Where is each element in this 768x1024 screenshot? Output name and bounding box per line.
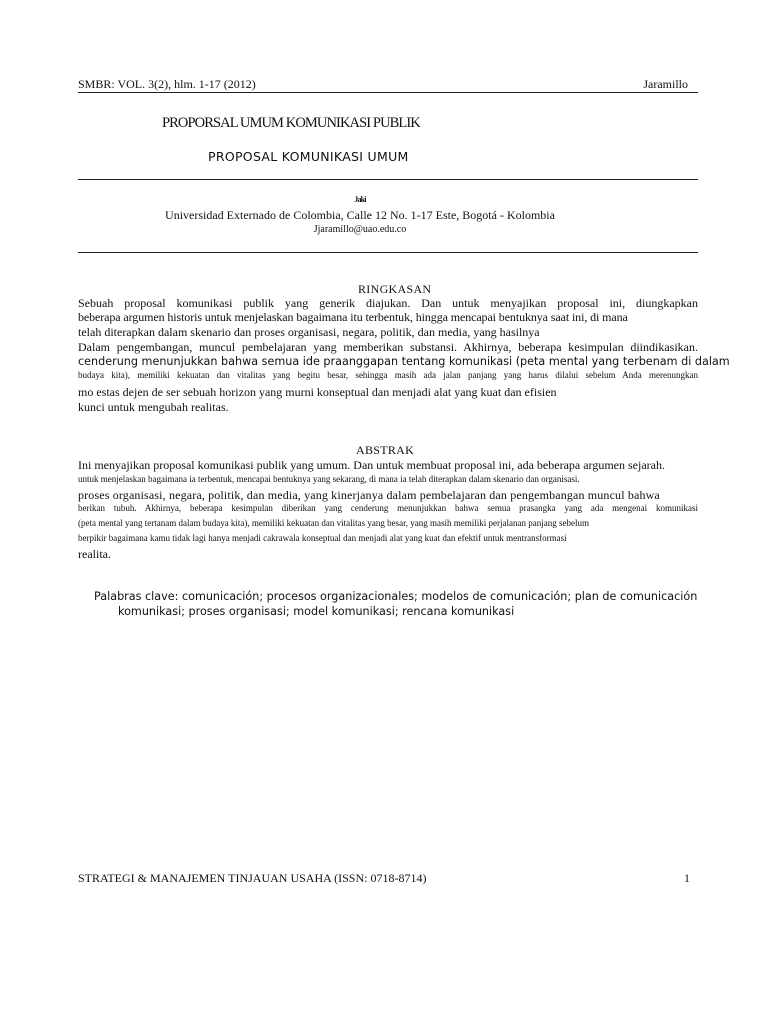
affiliation-rule [78,252,698,253]
abstrak-line: proses organisasi, negara, politik, dan media, yang kinerjanya dalam pembelajaran dan pengembangan muncul bahwa [78,488,660,502]
ringkasan-line: kunci untuk mengubah realitas. [78,400,229,414]
abstrak-line: untuk menjelaskan bagaimana ia terbentuk, mencapai bentuknya yang sekarang, di mana ia telah diterapkan dalam skenario dan organisasi. [78,474,580,484]
ringkasan-line: Sebuah proposal komunikasi publik yang generik diajukan. Dan untuk menyajikan proposal ini, diungkapkan [78,296,698,310]
ringkasan-line: beberapa argumen historis untuk menjelaskan bagaimana itu terbentuk, hingga mencapai bentuknya saat ini, di mana [78,310,628,324]
ringkasan-line: budaya kita), memiliki kekuatan dan vitalitas yang begitu besar, sehingga masih ada jalan panjang yang harus dilalui sebelum Anda merenungkan [78,370,698,380]
ringkasan-line: Dalam pengembangan, muncul pembelajaran yang memberikan substansi. Akhirnya, beberapa kesimpulan diindikasikan. [78,340,698,354]
paper-subtitle: PROPOSAL KOMUNIKASI UMUM [208,149,409,164]
ringkasan-line: telah diterapkan dalam skenario dan proses organisasi, negara, politik, dan media, yang hasilnya [78,325,540,339]
author-name: Jaki [354,195,366,204]
abstrak-line: (peta mental yang tertanam dalam budaya kita), memiliki kekuatan dan vitalitas yang besar, yang masih memiliki perjalanan panjang sebelum [78,518,589,528]
header-rule [78,92,698,93]
keywords-line: Palabras clave: comunicación; procesos organizacionales; modelos de comunicación; plan de comunicación [94,590,698,603]
abstrak-line: berikan tubuh. Akhirnya, beberapa kesimpulan diberikan yang cenderung menunjukkan bahwa semua prasangka yang ada mengenai komunikasi [78,503,698,513]
abstrak-line: Ini menyajikan proposal komunikasi publik yang umum. Dan untuk membuat proposal ini, ada beberapa argumen sejarah. [78,458,665,472]
author-affiliation: Universidad Externado de Colombia, Calle 12 No. 1-17 Este, Bogotá - Kolombia [165,208,555,222]
keywords-line: komunikasi; proses organisasi; model komunikasi; rencana komunikasi [118,605,515,618]
paper-title: PROPORSAL UMUM KOMUNIKASI PUBLIK [162,115,420,131]
ringkasan-line: cenderung menunjukkan bahwa semua ide praanggapan tentang komunikasi (peta mental yang terbenam di dalam [78,355,730,368]
running-header-author: Jaramillo [643,77,688,91]
page-number: 1 [684,871,690,885]
author-email: Jjaramillo@uao.edu.co [313,224,407,235]
abstrak-line: realita. [78,547,111,561]
title-rule [78,179,698,180]
abstrak-line: berpikir bagaimana kamu tidak lagi hanya menjadi cakrawala konseptual dan menjadi alat yang kuat dan efektif untuk mentransformasi [78,533,567,543]
ringkasan-heading: RINGKASAN [358,282,432,296]
ringkasan-line: mo estas dejen de ser sebuah horizon yang murni konseptual dan menjadi alat yang kuat dan efisien [78,385,557,399]
running-header-journal: SMBR: VOL. 3(2), hlm. 1-17 (2012) [78,77,256,91]
abstrak-heading: ABSTRAK [356,443,415,457]
footer-journal: STRATEGI & MANAJEMEN TINJAUAN USAHA (ISSN: 0718-8714) [78,871,427,885]
